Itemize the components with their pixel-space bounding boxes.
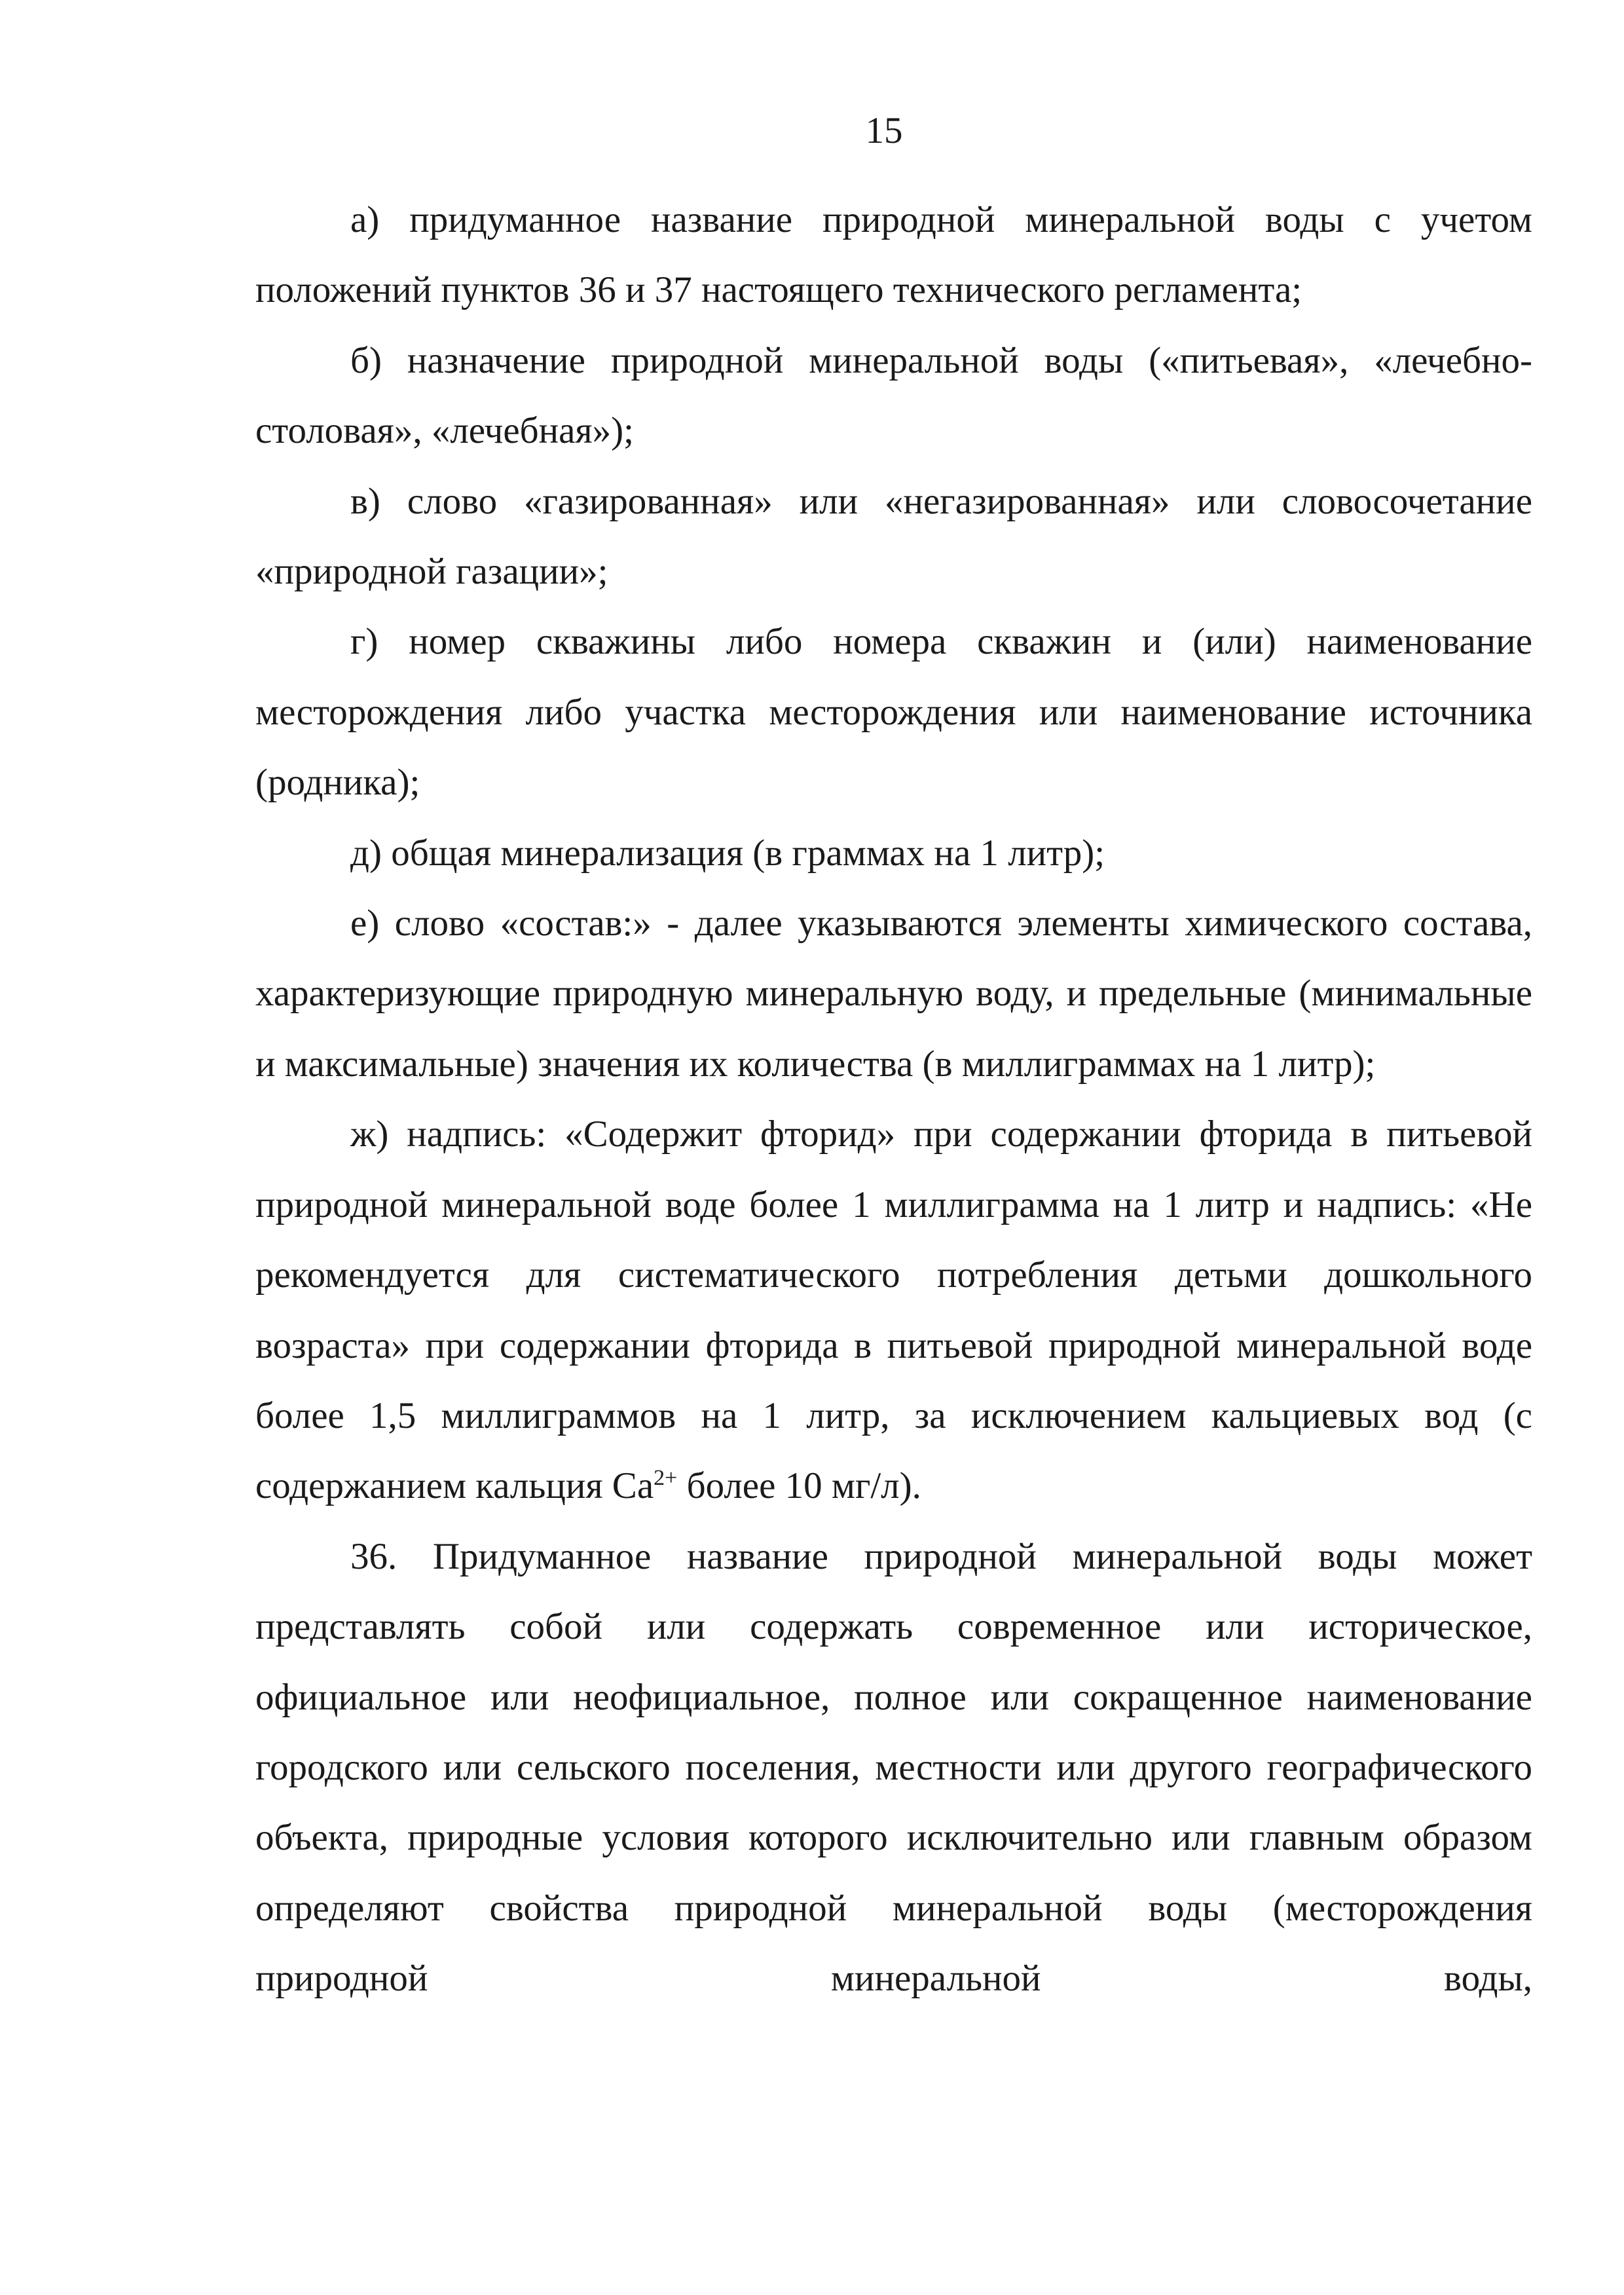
- item-label: е): [350, 903, 380, 944]
- calcium-charge-superscript: 2+: [654, 1466, 678, 1491]
- section-36-paragraph: [255, 1521, 1532, 2014]
- page-number: 15: [865, 110, 903, 151]
- item-text: общая минерализация (в граммах на 1 литр);: [381, 832, 1105, 874]
- item-text: слово «состав:» - далее указываются элементы химического состава, характеризующие природную минеральную воду, и предельные (минимальные и максимальные) значения их количества (в миллиграммах на 1 литр);: [255, 903, 1532, 1085]
- item-text: придуманное название природной минеральной воды с учетом положений пунктов 36 и 37 настоящего технического регламента;: [255, 199, 1532, 311]
- list-item-a: [255, 185, 1532, 326]
- list-item-zh: [255, 1099, 1532, 1521]
- list-item-b: [255, 326, 1532, 466]
- regulation-text: [255, 185, 1532, 2014]
- item-label: ж): [350, 1113, 389, 1155]
- item-label: г): [350, 621, 378, 663]
- item-label: б): [350, 339, 382, 381]
- item-text: номер скважины либо номера скважин и (или) наименование месторождения либо участка месторождения или наименование источника (родника);: [255, 621, 1532, 804]
- item-text: назначение природной минеральной воды («питьевая», «лечебно-столовая», «лечебная»);: [255, 339, 1532, 452]
- item-text: надпись: «Содержит фторид» при содержании фторида в питьевой природной минеральной воде более 1 миллиграмма на 1 литр и надпись: «Не рекомендуется для систематического потребления детьми дошкольного возраста» при содержании фторида в питьевой природной минеральной воде более 1,5 миллиграммов на 1 литр, за исключением кальциевых вод (с содержанием кальция Ca: [255, 1113, 1532, 1507]
- list-item-d: [255, 818, 1532, 888]
- item-label: д): [350, 832, 382, 874]
- item-text: слово «газированная» или «негазированная» или словосочетание «природной газации»;: [255, 480, 1532, 593]
- item-label: в): [350, 480, 380, 522]
- list-item-v: [255, 466, 1532, 607]
- list-item-g: [255, 606, 1532, 817]
- section-text: Придуманное название природной минеральной воды может представлять собой или содержать современное или историческое, официальное или неофициальное, полное или сокращенное наименование городского или сельского поселения, местности или другого географического объекта, природные условия которого исключительно или главным образом определяют свойства природной минеральной воды (месторождения природной минеральной воды,: [255, 1535, 1532, 2000]
- item-label: а): [350, 199, 380, 240]
- section-number: 36.: [350, 1535, 397, 1577]
- item-text-continued: более 10 мг/л).: [677, 1465, 921, 1507]
- list-item-e: [255, 888, 1532, 1099]
